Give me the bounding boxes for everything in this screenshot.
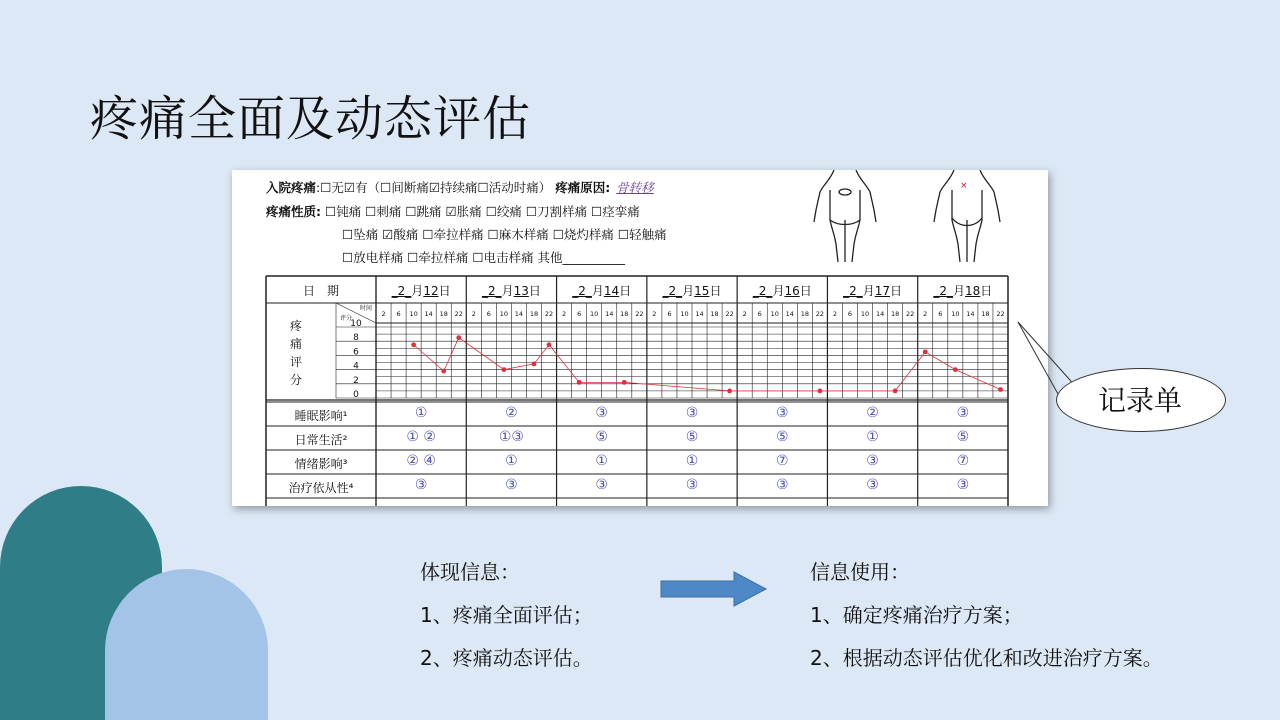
- assessment-value: ②: [505, 405, 518, 421]
- right-arrow-icon: [660, 571, 768, 607]
- cause-value: 骨转移: [616, 180, 654, 195]
- day-month: _2_: [662, 284, 683, 298]
- pain-record-form: [232, 170, 1048, 506]
- assessment-value: ③: [414, 477, 428, 493]
- day-date: 18: [965, 284, 981, 298]
- pain-score-point: [727, 389, 732, 394]
- time-label: 2: [652, 310, 657, 318]
- pain-score-label-char: 分: [289, 373, 302, 387]
- day-month: _2_: [481, 284, 502, 298]
- day-header: [827, 282, 917, 299]
- assessment-value: ⑤: [595, 429, 608, 445]
- assessment-value: ① ②: [406, 429, 436, 445]
- score-tick-label: 2: [353, 375, 359, 386]
- pain-score-label-char: 疼: [289, 319, 302, 333]
- time-label: 22: [544, 310, 554, 318]
- time-label: 6: [396, 310, 401, 318]
- time-label: 6: [667, 310, 672, 318]
- time-label: 10: [680, 310, 689, 318]
- month-char: 月: [411, 284, 424, 298]
- assessment-value: ③: [776, 477, 789, 493]
- assessment-value: ② ④: [406, 453, 436, 469]
- cause-label: 疼痛原因:: [555, 180, 611, 195]
- assessment-row-label: 日常生活²: [294, 433, 348, 447]
- score-tick-label: 4: [353, 361, 359, 372]
- info-right-heading: 信息使用：: [810, 560, 910, 584]
- time-label: 22: [635, 310, 644, 318]
- assessment-value: ①: [414, 405, 428, 421]
- pain-score-label-char: 痛: [289, 337, 302, 351]
- pain-score-point: [622, 380, 627, 385]
- time-label: 14: [875, 310, 885, 318]
- time-label: 18: [529, 310, 539, 318]
- time-label: 18: [710, 310, 719, 318]
- day-header: [647, 282, 737, 299]
- time-label: 6: [938, 310, 943, 318]
- assessment-value: ⑤: [956, 429, 970, 445]
- info-right-item-1: 1、确定疼痛治疗方案；: [810, 603, 1023, 627]
- day-char: 日: [438, 284, 451, 298]
- day-date: 14: [603, 284, 620, 298]
- month-char: 月: [682, 284, 695, 298]
- pain-score-point: [411, 342, 416, 347]
- slide-title: 疼痛全面及动态评估: [90, 91, 532, 147]
- time-label: 14: [514, 310, 524, 318]
- time-label: 10: [860, 310, 870, 318]
- assessment-value: ①③: [498, 429, 524, 445]
- admission-label: 入院疼痛: [266, 180, 317, 195]
- callout-label: 记录单: [1097, 384, 1182, 417]
- time-label: 10: [409, 310, 418, 318]
- time-label: 14: [424, 310, 433, 318]
- info-left-item-1: 1、疼痛全面评估；: [420, 603, 593, 627]
- assessment-value: ①: [505, 453, 518, 469]
- assessment-row-label: 情绪影响³: [294, 457, 348, 471]
- time-label: 18: [891, 310, 900, 318]
- info-left-item-2: 2、疼痛动态评估。: [420, 646, 593, 670]
- time-label: 2: [923, 310, 928, 318]
- month-char: 月: [953, 284, 966, 298]
- time-label: 22: [815, 310, 825, 318]
- time-label: 6: [577, 310, 582, 318]
- time-label: 22: [996, 310, 1005, 318]
- decorative-arch-light: [105, 569, 268, 720]
- date-label: 日 期: [302, 284, 339, 298]
- pain-score-point: [818, 389, 823, 394]
- score-tick-label: 6: [353, 347, 359, 358]
- assessment-value: ⑦: [956, 453, 970, 469]
- nature-row2: ☐坠痛 ☑酸痛 ☐牵拉样痛 ☐麻木样痛 ☐烧灼样痛 ☐轻触痛: [342, 227, 667, 242]
- month-char: 月: [772, 284, 785, 298]
- time-label: 6: [847, 310, 853, 318]
- time-label: 10: [951, 310, 960, 318]
- day-header: [466, 282, 556, 299]
- month-char: 月: [591, 284, 604, 298]
- day-month: _2_: [391, 284, 412, 298]
- day-month: _2_: [843, 284, 863, 298]
- time-label: 14: [695, 310, 704, 318]
- time-label: 14: [966, 310, 975, 318]
- day-header: [737, 282, 827, 299]
- score-axis-label: 评分: [339, 315, 353, 322]
- day-header: [918, 282, 1008, 299]
- assessment-value: ③: [505, 477, 518, 493]
- assessment-value: ③: [866, 453, 879, 469]
- assessment-row-label: 治疗依从性⁴: [288, 481, 354, 495]
- day-month: _2_: [752, 284, 773, 298]
- assessment-value: ①: [866, 429, 879, 445]
- assessment-row-label: 睡眠影响¹: [294, 409, 348, 423]
- day-header: [376, 282, 466, 299]
- assessment-value: ③: [776, 405, 789, 421]
- time-axis-label: 时间: [359, 305, 373, 312]
- day-date: 12: [423, 284, 439, 298]
- time-label: 2: [832, 310, 838, 318]
- pain-score-point: [532, 362, 537, 367]
- month-char: 月: [862, 284, 875, 298]
- day-char: 日: [619, 284, 632, 298]
- pain-score-point: [441, 369, 446, 374]
- nature-label: 疼痛性质:: [266, 204, 321, 219]
- day-char: 日: [709, 284, 722, 298]
- assessment-value: ③: [956, 405, 970, 421]
- pain-score-point: [998, 387, 1003, 392]
- time-label: 2: [742, 310, 747, 318]
- pain-score-label-char: 评: [289, 355, 302, 369]
- score-tick-label: 10: [350, 319, 362, 329]
- assessment-value: ①: [595, 453, 608, 469]
- day-char: 日: [799, 284, 812, 298]
- time-label: 6: [757, 310, 762, 318]
- assessment-value: ⑤: [776, 429, 789, 445]
- day-month: _2_: [572, 284, 592, 298]
- time-label: 18: [800, 310, 809, 318]
- assessment-value: ⑤: [685, 429, 699, 445]
- assessment-value: ③: [595, 405, 608, 421]
- time-label: 22: [454, 310, 463, 318]
- day-date: 13: [513, 284, 529, 298]
- day-char: 日: [528, 284, 541, 298]
- day-date: 17: [874, 284, 891, 298]
- svg-text:×: ×: [960, 181, 968, 191]
- day-char: 日: [980, 284, 993, 298]
- time-label: 2: [381, 310, 386, 318]
- day-month: _2_: [933, 284, 953, 298]
- nature-row3: ☐放电样痛 ☐牵拉样痛 ☐电击样痛 其他__________: [342, 250, 626, 265]
- assessment-value: ①: [685, 453, 699, 469]
- pain-score-point: [953, 367, 958, 372]
- day-date: 16: [784, 284, 800, 298]
- info-left-heading: 体现信息：: [420, 560, 520, 584]
- time-label: 14: [605, 310, 614, 318]
- pain-score-point: [577, 380, 582, 385]
- assessment-value: ③: [685, 477, 699, 493]
- assessment-value: ③: [866, 477, 879, 493]
- time-label: 22: [906, 310, 915, 318]
- time-label: 22: [725, 310, 734, 318]
- assessment-value: ③: [956, 477, 970, 493]
- score-tick-label: 8: [353, 333, 359, 344]
- pain-score-point: [547, 342, 552, 347]
- info-right-item-2: 2、根据动态评估优化和改进治疗方案。: [810, 646, 1163, 670]
- assessment-value: ⑦: [776, 453, 789, 469]
- nature-row1: ☐钝痛 ☐刺痛 ☐跳痛 ☑胀痛 ☐绞痛 ☐刀割样痛 ☐痉挛痛: [324, 204, 640, 219]
- time-label: 14: [785, 310, 794, 318]
- time-label: 18: [620, 310, 629, 318]
- assessment-value: ③: [595, 477, 608, 493]
- time-label: 18: [439, 310, 448, 318]
- time-label: 6: [486, 310, 491, 318]
- score-tick-label: 0: [353, 390, 359, 400]
- time-label: 10: [770, 310, 779, 318]
- time-label: 2: [471, 310, 476, 318]
- time-label: 10: [590, 310, 599, 318]
- pain-score-point: [923, 349, 928, 354]
- pain-score-point: [893, 389, 898, 394]
- time-label: 10: [499, 310, 509, 318]
- time-label: 2: [562, 310, 567, 318]
- admission-options: :☐无☑有（☐间断痛☑持续痛☐活动时痛）: [316, 180, 552, 195]
- assessment-value: ②: [866, 405, 879, 421]
- pain-score-point: [456, 335, 461, 340]
- day-header: [557, 282, 647, 299]
- pain-score-point: [502, 367, 507, 372]
- time-label: 18: [981, 310, 990, 318]
- day-char: 日: [890, 284, 903, 298]
- assessment-value: ③: [685, 405, 699, 421]
- day-date: 15: [694, 284, 710, 298]
- month-char: 月: [501, 284, 514, 298]
